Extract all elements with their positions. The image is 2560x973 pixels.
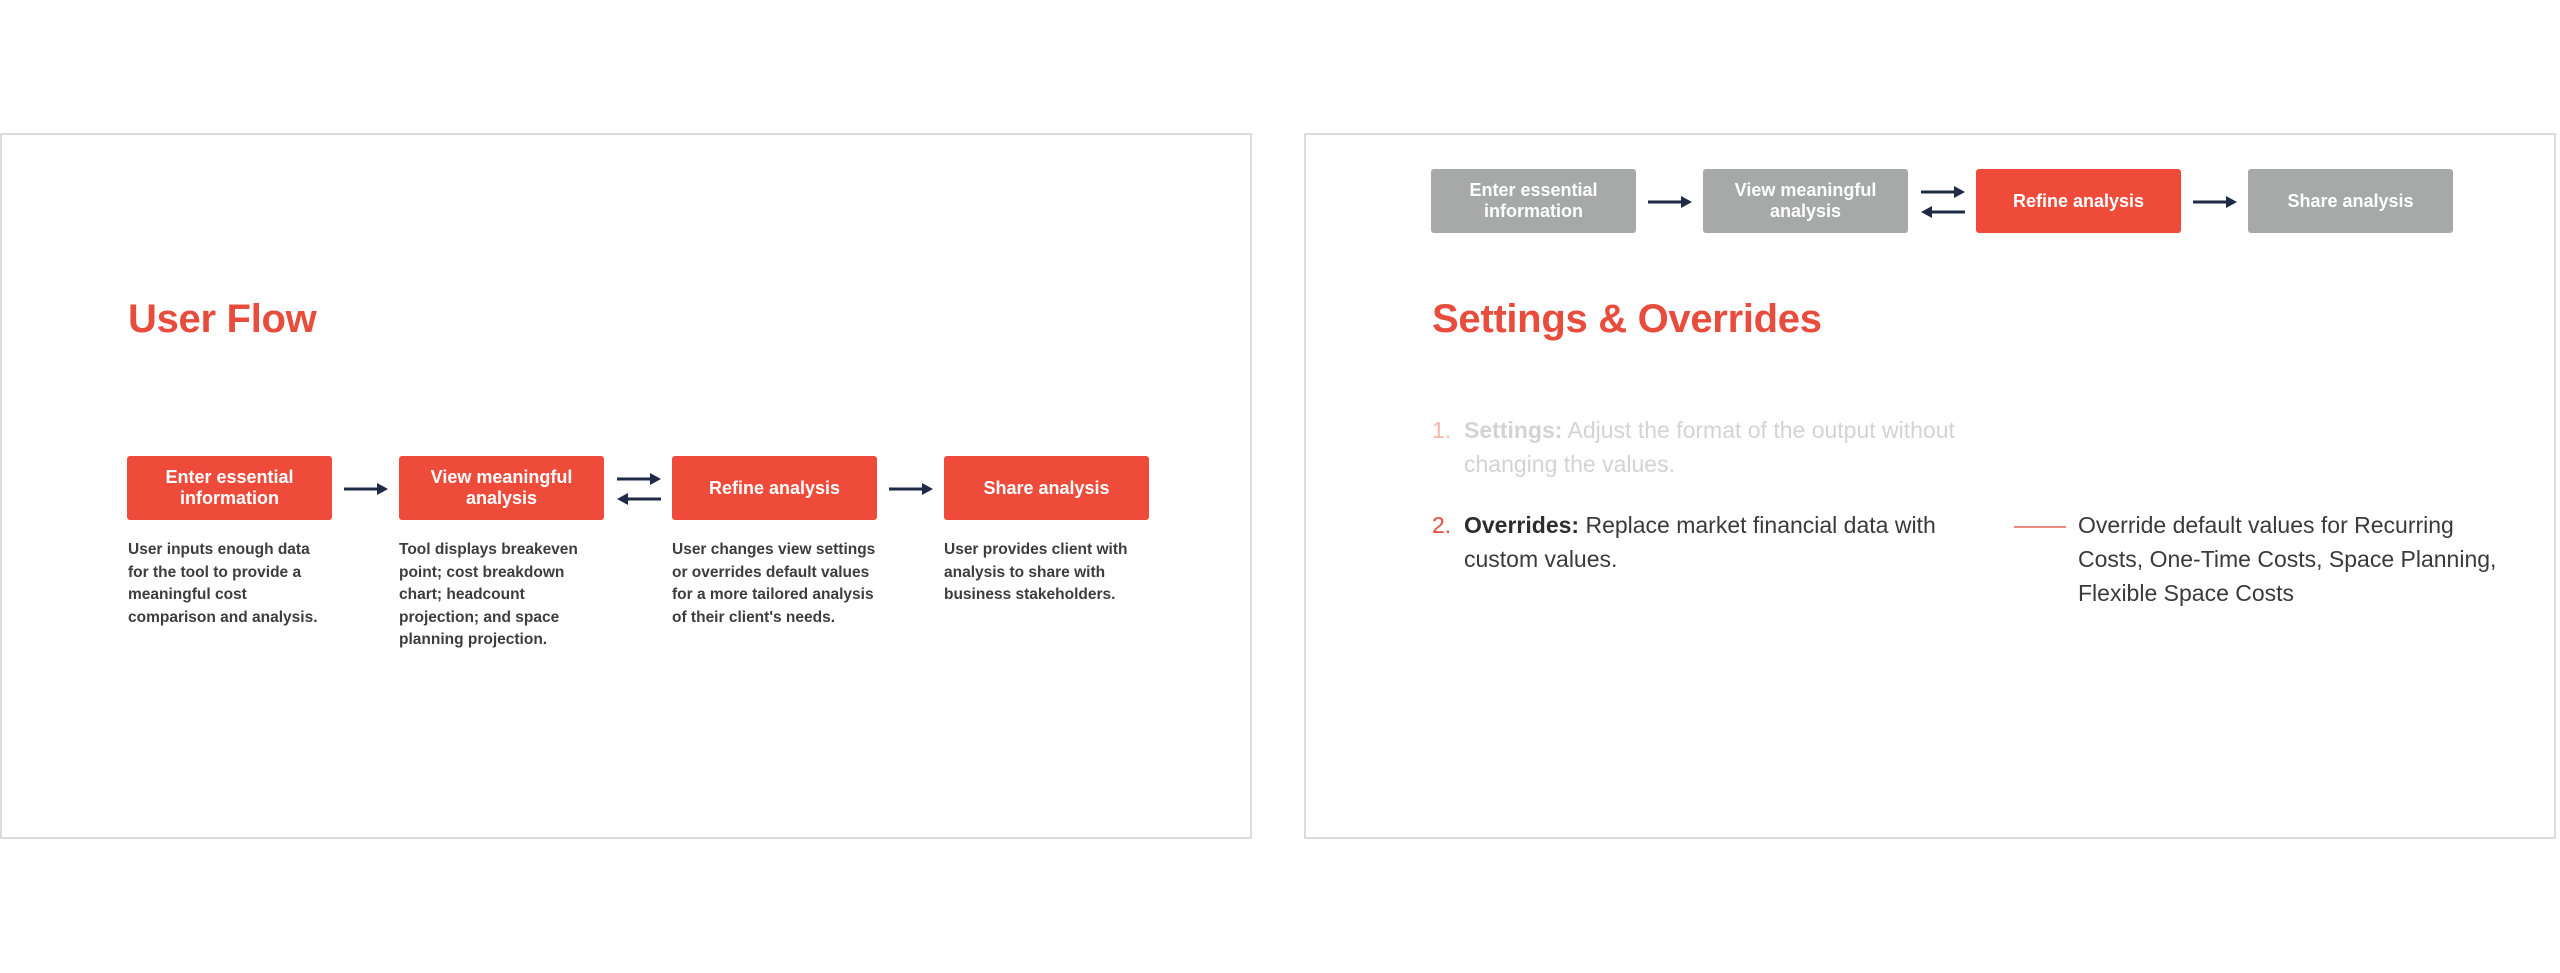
list-item-body <box>1464 508 1994 576</box>
list-text: Adjust the format of the output without changing the values. <box>1464 417 1955 477</box>
slide-title: User Flow <box>128 297 317 341</box>
step-view-meaningful-analysis: View meaningful analysis <box>1703 169 1908 233</box>
step-enter-essential-information: Enter essential information <box>127 456 332 520</box>
callout-connector-line <box>2014 526 2066 528</box>
slide-title: Settings & Overrides <box>1432 297 1822 341</box>
list-item-settings <box>1432 413 2002 483</box>
step-description: Tool displays breakeven point; cost breakdown chart; headcount projection; and space planning projection. <box>399 541 578 648</box>
list-text: Replace market financial data with custom values. <box>1464 512 1936 572</box>
slide-settings-overrides <box>1304 133 2556 839</box>
list-number: 1. <box>1432 417 1452 443</box>
list-item-overrides <box>1432 508 2002 578</box>
arrow-right-icon <box>887 479 935 499</box>
list-item-body <box>1464 413 1994 481</box>
step-refine-analysis: Refine analysis <box>1976 169 2181 233</box>
step-share-analysis: Share analysis <box>944 456 1149 520</box>
slide-user-flow <box>0 133 1252 839</box>
step-description: User inputs enough data for the tool to provide a meaningful cost comparison and analysis. <box>128 541 318 626</box>
arrow-right-icon <box>342 479 390 499</box>
list-term: Overrides: <box>1464 512 1580 538</box>
step-enter-essential-information: Enter essential information <box>1431 169 1636 233</box>
list-number: 2. <box>1432 512 1452 538</box>
step-description: User provides client with analysis to share with business stakeholders. <box>944 541 1128 603</box>
list-term: Settings: <box>1464 417 1563 443</box>
arrow-right-icon <box>1646 192 1694 212</box>
step-view-meaningful-analysis: View meaningful analysis <box>399 456 604 520</box>
bidirectional-arrow-icon <box>1919 182 1967 222</box>
step-share-analysis: Share analysis <box>2248 169 2453 233</box>
arrow-right-icon <box>2191 192 2239 212</box>
bidirectional-arrow-icon <box>615 469 663 509</box>
step-description: User changes view settings or overrides default values for a more tailored analysis of their client's needs. <box>672 541 876 626</box>
callout-text: Override default values for Recurring Costs, One-Time Costs, Space Planning, Flexible Space Costs <box>2078 512 2497 606</box>
step-refine-analysis: Refine analysis <box>672 456 877 520</box>
